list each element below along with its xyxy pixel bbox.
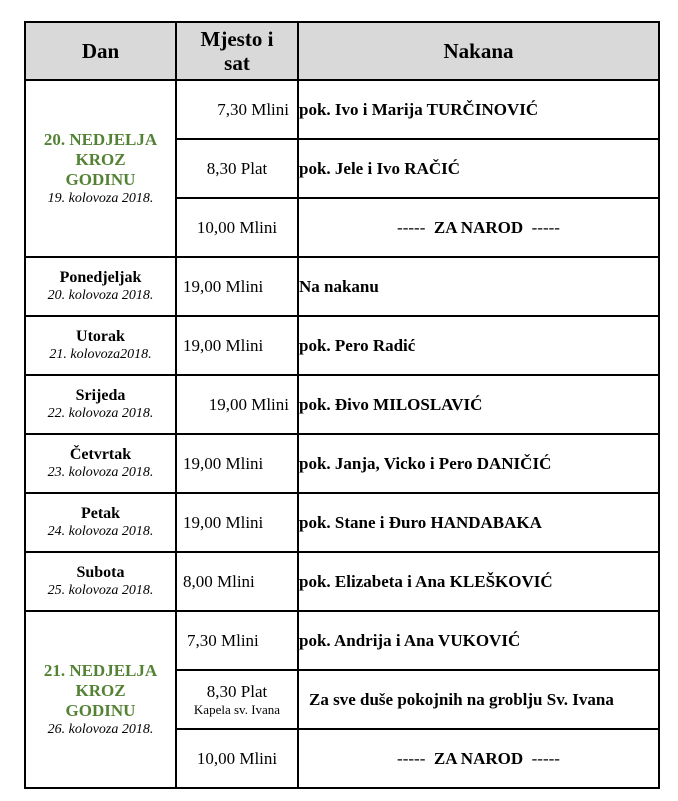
weekday-cell [25, 552, 176, 611]
mass-intention: pok. Andrija i Ana VUKOVIĆ [298, 611, 659, 670]
day-date: 20. kolovoza 2018. [47, 288, 154, 303]
header-nakana: Nakana [298, 22, 659, 80]
day-date: 23. kolovoza 2018. [47, 465, 154, 480]
header-row [25, 22, 659, 80]
day-name: Četvrtak [69, 446, 132, 463]
mass-schedule-table [24, 21, 660, 789]
table-row [25, 493, 659, 552]
mass-intention: Na nakanu [298, 257, 659, 316]
table-row [25, 80, 659, 139]
mass-intention [298, 198, 659, 257]
sunday2-date: 26. kolovoza 2018. [47, 722, 154, 737]
mass-intention: pok. Ivo i Marija TURČINOVIĆ [298, 80, 659, 139]
table-row [25, 552, 659, 611]
mass-intention: pok. Janja, Vicko i Pero DANIČIĆ [298, 434, 659, 493]
day-date: 24. kolovoza 2018. [47, 524, 154, 539]
table-row [25, 611, 659, 670]
day-date: 21. kolovoza2018. [49, 347, 152, 362]
mass-time: 8,30 Plat [206, 681, 268, 701]
weekday-cell [25, 493, 176, 552]
intention-text: ZA NAROD [433, 748, 524, 768]
mass-time: 10,00 Mlini [176, 198, 298, 257]
header-dan: Dan [25, 22, 176, 80]
day-date: 25. kolovoza 2018. [47, 583, 154, 598]
weekday-cell [25, 257, 176, 316]
mass-time-cell [176, 670, 298, 729]
mass-intention: pok. Pero Radić [298, 316, 659, 375]
weekday-cell [25, 316, 176, 375]
mass-time: 7,30 Mlini [176, 611, 298, 670]
sunday2-day-cell [25, 611, 176, 788]
table-row [25, 434, 659, 493]
mass-intention: pok. Stane i Đuro HANDABAKA [298, 493, 659, 552]
day-name: Utorak [76, 328, 125, 345]
mass-intention [298, 729, 659, 788]
dash-left: ----- [397, 217, 426, 237]
dash-right: ----- [531, 217, 560, 237]
day-name: Srijeda [75, 387, 126, 404]
intention-text: ZA NAROD [433, 217, 524, 237]
sunday2-name: 21. NEDJELJA KROZ GODINU [43, 661, 158, 720]
day-name: Subota [76, 564, 125, 581]
mass-time: 8,00 Mlini [176, 552, 298, 611]
table-row [25, 375, 659, 434]
mass-time: 7,30 Mlini [176, 80, 298, 139]
mass-intention: Za sve duše pokojnih na groblju Sv. Ivana [298, 670, 659, 729]
day-name: Petak [80, 505, 121, 522]
dash-right: ----- [531, 748, 560, 768]
mass-intention: pok. Elizabeta i Ana KLEŠKOVIĆ [298, 552, 659, 611]
mass-place-note: Kapela sv. Ivana [193, 701, 281, 717]
mass-time: 8,30 Plat [176, 139, 298, 198]
mass-time: 19,00 Mlini [176, 316, 298, 375]
day-date: 22. kolovoza 2018. [47, 406, 154, 421]
header-mjesto: Mjesto i sat [176, 22, 298, 80]
mass-time: 19,00 Mlini [176, 493, 298, 552]
table-row [25, 316, 659, 375]
mass-intention: pok. Jele i Ivo RAČIĆ [298, 139, 659, 198]
sunday1-day-cell [25, 80, 176, 257]
weekday-cell [25, 434, 176, 493]
mass-time: 10,00 Mlini [176, 729, 298, 788]
weekday-cell [25, 375, 176, 434]
mass-time: 19,00 Mlini [176, 434, 298, 493]
dash-left: ----- [397, 748, 426, 768]
day-name: Ponedjeljak [59, 269, 142, 286]
sunday1-date: 19. kolovoza 2018. [47, 191, 154, 206]
mass-intention: pok. Đivo MILOSLAVIĆ [298, 375, 659, 434]
table-row [25, 257, 659, 316]
sunday1-name: 20. NEDJELJA KROZ GODINU [43, 130, 158, 189]
mass-time: 19,00 Mlini [176, 375, 298, 434]
mass-time: 19,00 Mlini [176, 257, 298, 316]
